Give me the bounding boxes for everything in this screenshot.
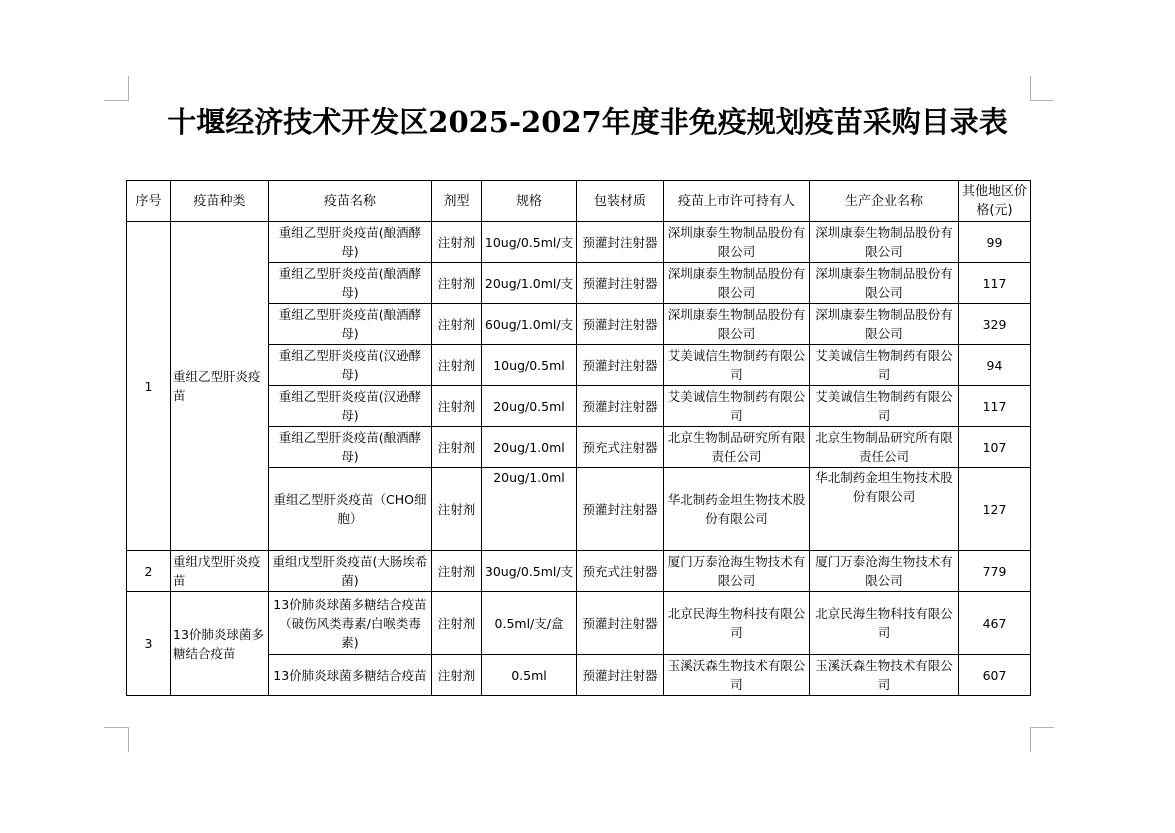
- dosage-form: 注射剂: [432, 222, 482, 263]
- header-manufacturer: 生产企业名称: [810, 181, 959, 222]
- vaccine-name: 重组乙型肝炎疫苗(汉逊酵母): [269, 345, 432, 386]
- spec: 10ug/0.5ml/支: [482, 222, 577, 263]
- license-holder: 北京民海生物科技有限公司: [664, 592, 810, 655]
- header-dosage-form: 剂型: [432, 181, 482, 222]
- spec: 0.5ml/支/盒: [482, 592, 577, 655]
- dosage-form: 注射剂: [432, 263, 482, 304]
- price: 94: [959, 345, 1031, 386]
- crop-mark-br-h: [1030, 727, 1054, 728]
- spec: 20ug/1.0ml/支: [482, 263, 577, 304]
- dosage-form: 注射剂: [432, 551, 482, 592]
- spec: 60ug/1.0ml/支: [482, 304, 577, 345]
- crop-mark-tl-v: [128, 76, 129, 101]
- vaccine-name: 重组乙型肝炎疫苗(酿酒酵母): [269, 427, 432, 468]
- packaging: 预灌封注射器: [577, 222, 664, 263]
- vaccine-name: 重组乙型肝炎疫苗(汉逊酵母): [269, 386, 432, 427]
- packaging: 预灌封注射器: [577, 386, 664, 427]
- license-holder: 玉溪沃森生物技术有限公司: [664, 655, 810, 696]
- dosage-form: 注射剂: [432, 468, 482, 551]
- price: 127: [959, 468, 1031, 551]
- crop-mark-bl-v: [128, 727, 129, 752]
- header-vaccine-name: 疫苗名称: [269, 181, 432, 222]
- price: 107: [959, 427, 1031, 468]
- header-packaging: 包装材质: [577, 181, 664, 222]
- manufacturer: 艾美诚信生物制药有限公司: [810, 345, 959, 386]
- dosage-form: 注射剂: [432, 655, 482, 696]
- vaccine-name: 重组戊型肝炎疫苗(大肠埃希菌): [269, 551, 432, 592]
- header-no: 序号: [127, 181, 171, 222]
- license-holder: 华北制药金坦生物技术股份有限公司: [664, 468, 810, 551]
- vaccine-name: 重组乙型肝炎疫苗(酿酒酵母): [269, 222, 432, 263]
- packaging: 预灌封注射器: [577, 655, 664, 696]
- license-holder: 艾美诚信生物制药有限公司: [664, 345, 810, 386]
- group-no: 3: [127, 592, 171, 696]
- packaging: 预灌封注射器: [577, 592, 664, 655]
- table-row: [127, 222, 1031, 263]
- packaging: 预充式注射器: [577, 427, 664, 468]
- license-holder: 厦门万泰沧海生物技术有限公司: [664, 551, 810, 592]
- vaccine-name: 重组乙型肝炎疫苗(酿酒酵母): [269, 304, 432, 345]
- license-holder: 北京生物制品研究所有限责任公司: [664, 427, 810, 468]
- table-row: [127, 551, 1031, 592]
- dosage-form: 注射剂: [432, 592, 482, 655]
- packaging: 预充式注射器: [577, 551, 664, 592]
- vaccine-name: 重组乙型肝炎疫苗（CHO细胞）: [269, 468, 432, 551]
- dosage-form: 注射剂: [432, 304, 482, 345]
- manufacturer: 玉溪沃森生物技术有限公司: [810, 655, 959, 696]
- group-no: 2: [127, 551, 171, 592]
- manufacturer: 厦门万泰沧海生物技术有限公司: [810, 551, 959, 592]
- header-row: [127, 181, 1031, 222]
- packaging: 预灌封注射器: [577, 468, 664, 551]
- group-category: 重组乙型肝炎疫苗: [171, 222, 269, 551]
- manufacturer: 深圳康泰生物制品股份有限公司: [810, 304, 959, 345]
- spec: 20ug/1.0ml: [482, 427, 577, 468]
- license-holder: 深圳康泰生物制品股份有限公司: [664, 304, 810, 345]
- price: 329: [959, 304, 1031, 345]
- vaccine-name: 13价肺炎球菌多糖结合疫苗（破伤风类毒素/白喉类毒素): [269, 592, 432, 655]
- price: 117: [959, 386, 1031, 427]
- packaging: 预灌封注射器: [577, 304, 664, 345]
- price: 467: [959, 592, 1031, 655]
- packaging: 预灌封注射器: [577, 263, 664, 304]
- group-no: 1: [127, 222, 171, 551]
- header-other-region-price: 其他地区价格(元): [959, 181, 1031, 222]
- packaging: 预灌封注射器: [577, 345, 664, 386]
- price: 99: [959, 222, 1031, 263]
- document-title: 十堰经济技术开发区2025-2027年度非免疫规划疫苗采购目录表: [167, 105, 1008, 139]
- price: 607: [959, 655, 1031, 696]
- manufacturer: 深圳康泰生物制品股份有限公司: [810, 222, 959, 263]
- spec: 20ug/1.0ml: [482, 468, 577, 551]
- table-row: [127, 592, 1031, 655]
- manufacturer: 北京民海生物科技有限公司: [810, 592, 959, 655]
- crop-mark-bl-h: [104, 727, 128, 728]
- spec: 0.5ml: [482, 655, 577, 696]
- price: 117: [959, 263, 1031, 304]
- header-category: 疫苗种类: [171, 181, 269, 222]
- crop-mark-tr-v: [1030, 76, 1031, 101]
- vaccine-catalog-table: [126, 180, 1031, 696]
- crop-mark-br-v: [1030, 727, 1031, 752]
- dosage-form: 注射剂: [432, 345, 482, 386]
- license-holder: 深圳康泰生物制品股份有限公司: [664, 222, 810, 263]
- license-holder: 艾美诚信生物制药有限公司: [664, 386, 810, 427]
- manufacturer: 深圳康泰生物制品股份有限公司: [810, 263, 959, 304]
- dosage-form: 注射剂: [432, 427, 482, 468]
- group-category: 重组戊型肝炎疫苗: [171, 551, 269, 592]
- license-holder: 深圳康泰生物制品股份有限公司: [664, 263, 810, 304]
- dosage-form: 注射剂: [432, 386, 482, 427]
- spec: 30ug/0.5ml/支: [482, 551, 577, 592]
- header-spec: 规格: [482, 181, 577, 222]
- manufacturer: 艾美诚信生物制药有限公司: [810, 386, 959, 427]
- vaccine-name: 13价肺炎球菌多糖结合疫苗: [269, 655, 432, 696]
- manufacturer: 北京生物制品研究所有限责任公司: [810, 427, 959, 468]
- manufacturer: 华北制药金坦生物技术股份有限公司: [810, 468, 959, 551]
- header-license-holder: 疫苗上市许可持有人: [664, 181, 810, 222]
- spec: 20ug/0.5ml: [482, 386, 577, 427]
- group-category: 13价肺炎球菌多糖结合疫苗: [171, 592, 269, 696]
- vaccine-name: 重组乙型肝炎疫苗(酿酒酵母): [269, 263, 432, 304]
- price: 779: [959, 551, 1031, 592]
- spec: 10ug/0.5ml: [482, 345, 577, 386]
